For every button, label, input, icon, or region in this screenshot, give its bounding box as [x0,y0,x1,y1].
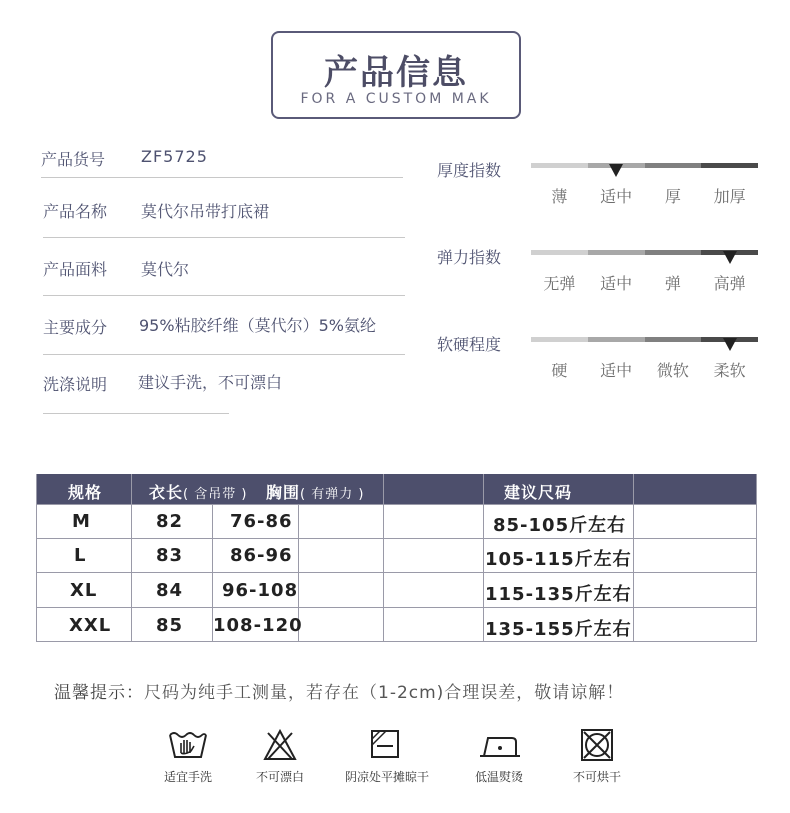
section-header [271,31,521,119]
table-cell-bust: 86-96 [230,545,293,566]
table-cell-bust: 96-108 [222,580,299,601]
table-cell-recommended: 85-105斤左右 [493,515,627,536]
info-value-name: 莫代尔吊带打底裙 [141,202,270,221]
care-label-low-iron: 低温熨烫 [474,770,523,784]
hand-wash-icon [167,727,209,763]
table-cell-recommended: 105-115斤左右 [485,549,632,570]
info-label-composition: 主要成分 [43,318,108,337]
scale-segment [701,163,758,168]
care-label-no-bleach: 不可漂白 [255,770,304,784]
scale-segment [645,337,702,342]
scale-segment [588,337,645,342]
scale-level-label: 柔软 [713,361,746,380]
page-title: 产品信息 [324,53,468,93]
scale-level-label: 适中 [600,274,633,293]
table-cell-length: 83 [156,545,184,566]
divider [43,354,405,355]
care-label-dry-flat: 阴凉处平摊晾干 [344,770,429,784]
info-label-fabric: 产品面料 [43,260,108,279]
header-length: 衣长( 含吊带 ) [149,483,248,502]
divider [41,177,403,178]
dry-flat-shade-icon [370,729,400,759]
info-label-washing: 洗涤说明 [43,375,108,394]
info-label-item-no: 产品货号 [41,150,106,169]
scale-marker [723,338,737,351]
divider [43,237,405,238]
tip-text: 尺码为纯手工测量，若存在（1-2cm)合理误差，敬请谅解！ [144,683,625,703]
scale-level-label: 加厚 [713,187,746,206]
no-tumble-dry-icon [579,727,615,763]
info-value-fabric: 莫代尔 [141,260,190,279]
scale-title: 厚度指数 [437,161,502,180]
tip-label: 温馨提示： [54,683,144,703]
table-cell-bust: 108-120 [213,615,303,636]
scale-level-label: 适中 [600,361,633,380]
scale-level-label: 适中 [600,187,633,206]
scale-segment [531,163,588,168]
scale-segment [531,250,588,255]
scale-level-label: 高弹 [713,274,746,293]
size-table [36,474,757,642]
table-header [36,474,757,504]
scale-segment [531,337,588,342]
scale-level-label: 薄 [551,187,568,206]
info-value-washing: 建议手洗，不可漂白 [138,373,283,392]
scale-segment [645,163,702,168]
scale-level-label: 弹 [664,274,681,293]
page-subtitle: FOR A CUSTOM MAK [300,91,492,107]
divider [43,413,229,414]
table-cell-length: 85 [156,615,184,636]
scale-level-label: 无弹 [543,274,576,293]
table-cell-size: M [72,511,91,532]
table-cell-bust: 76-86 [230,511,293,532]
no-bleach-icon [262,727,298,763]
info-value-composition: 95%粘胶纤维（莫代尔）5%氨纶 [139,316,376,335]
info-value-item-no: ZF5725 [141,147,208,166]
scale-title: 软硬程度 [437,335,502,354]
table-cell-length: 84 [156,580,184,601]
care-label-no-tumble-dry: 不可烘干 [572,770,621,784]
care-label-hand-wash: 适宜手洗 [163,770,212,784]
table-cell-recommended: 135-155斤左右 [485,619,632,640]
table-cell-size: L [74,545,87,566]
measurement-tip [54,678,624,703]
scale-level-label: 厚 [664,187,681,206]
low-iron-icon [478,732,522,760]
header-size: 规格 [68,483,103,502]
scale-segment [645,250,702,255]
header-recommended: 建议尺码 [504,483,573,502]
divider [43,295,405,296]
header-bust: 胸围( 有弹力 ) [266,483,365,502]
scale-marker [609,164,623,177]
scale-segment [588,250,645,255]
table-cell-size: XL [70,580,98,601]
scale-level-label: 硬 [551,361,568,380]
scale-level-label: 微软 [656,361,689,380]
scale-title: 弹力指数 [437,248,502,267]
table-cell-recommended: 115-135斤左右 [485,584,632,605]
table-cell-size: XXL [69,615,112,636]
info-label-name: 产品名称 [43,202,108,221]
table-cell-length: 82 [156,511,184,532]
scale-marker [723,251,737,264]
